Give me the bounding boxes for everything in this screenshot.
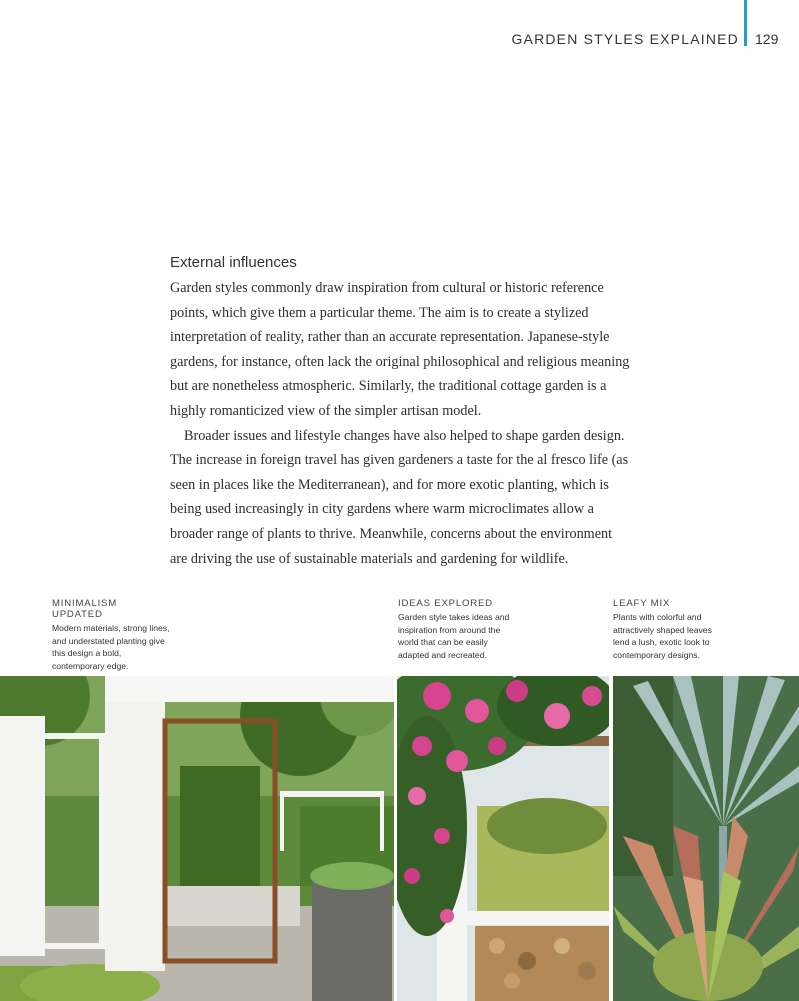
- caption-title: MINIMALISM UPDATED: [52, 598, 118, 620]
- caption-ideas: [398, 598, 516, 661]
- article-body: [170, 276, 630, 571]
- page-number: 129: [755, 31, 779, 47]
- caption-title: LEAFY MIX: [613, 598, 671, 609]
- paragraph: Garden styles commonly draw inspiration from cultural or historic reference points, which give them a particular theme. The aim is to create a stylized interpretation of reality, rather than an accurate representation. Japanese-style gardens, for instance, often lack the original philosophical and religious meaning but are nonetheless atmospheric. Similarly, the traditional cottage garden is a highly romanticized view of the simpler artisan model.: [170, 280, 630, 419]
- running-head: [511, 30, 799, 48]
- paragraph: Broader issues and lifestyle changes have also helped to shape garden design. The increase in foreign travel has given gardeners a taste for the al fresco life (as seen in places like the Mediterranean), and for more exotic planting, which is being used increasingly in city gardens where warm microclimates allow a broader range of plants to thrive. Meanwhile, concerns about the environment are driving the use of sustainable materials and gardening for wildlife.: [170, 427, 629, 567]
- caption-minimalism: [52, 598, 170, 672]
- section-name: GARDEN STYLES EXPLAINED: [511, 31, 739, 47]
- photo-minimalist-garden: [0, 676, 394, 1001]
- section-heading: External influences: [170, 254, 297, 271]
- caption-title: IDEAS EXPLORED: [398, 598, 493, 609]
- caption-leafy: [613, 598, 725, 661]
- header-accent-bar: [744, 0, 747, 46]
- caption-text: Modern materials, strong lines, and understated planting give this design a bold, contemporary edge.: [52, 623, 170, 671]
- photo-leafy-mix: [613, 676, 799, 1001]
- caption-text: Garden style takes ideas and inspiration from around the world that can be easily adapted and recreated.: [398, 612, 510, 660]
- caption-text: Plants with colorful and attractively shaped leaves lend a lush, exotic look to contemporary designs.: [613, 612, 712, 660]
- photo-bougainvillea-pergola: [397, 676, 609, 1001]
